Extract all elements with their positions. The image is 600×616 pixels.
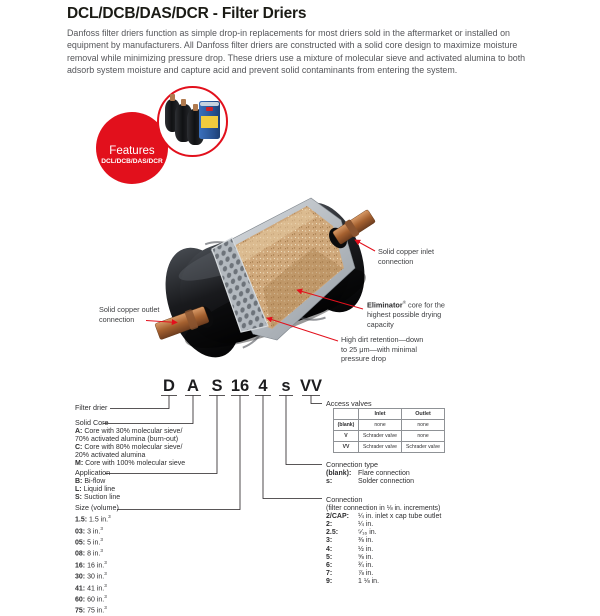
valve-inlet-cell: Schrader valve (359, 442, 402, 453)
valve-outlet-cell: Schrader valve (402, 442, 445, 453)
callout-high-dirt (341, 335, 423, 364)
section-size (75, 504, 119, 616)
callout-eliminator (367, 298, 445, 330)
red-callout-lines (146, 240, 375, 341)
valve-code-cell: V (334, 431, 359, 442)
connection-item: 9: 1 ⅛ in. (326, 577, 380, 585)
part-code-letter: D (163, 377, 175, 395)
part-code-letter: S (211, 377, 223, 395)
connection-item: 2/CAP: ¼ in. inlet x cap tube outlet (326, 513, 442, 521)
solid-core-item-wrap: 20% activated alumina (75, 452, 146, 460)
valve-inlet-cell: Schrader valve (359, 431, 402, 442)
connection-type-item: s: Solder connection (326, 478, 415, 486)
features-badge-sublabel: DCL/DCB/DAS/DCR (101, 158, 163, 165)
section-connection-type (326, 461, 414, 486)
access-valves-row (334, 431, 445, 442)
size-item: 30: 30 in.$^3$ (75, 571, 107, 581)
part-code (0, 377, 600, 395)
connection-type-heading: Connection type (326, 460, 378, 469)
access-valves-table (333, 408, 445, 453)
callout-inlet (378, 247, 434, 266)
valve-outlet-cell: none (402, 420, 445, 431)
connection-note: (filter connection in ⅛ in. increments) (326, 505, 441, 513)
section-filter-drier (75, 404, 107, 413)
size-heading: Size (volume) (75, 503, 119, 512)
access-valves-header-cell: Outlet (402, 409, 445, 420)
size-item: 05: 5 in.$^3$ (75, 536, 103, 547)
valve-code-cell: VV (334, 442, 359, 453)
access-valves-row (334, 420, 445, 431)
part-code-letter: 4 (258, 377, 268, 395)
size-item: 1.5: 1.5 in.$^3$ (75, 514, 111, 524)
size-item: 60: 60 in.$^3$ (75, 594, 107, 604)
solid-core-item: C: Core with 80% molecular sieve/ (75, 444, 183, 452)
valve-outlet-cell: none (402, 431, 445, 442)
filter-drier-label: Filter drier (75, 403, 108, 412)
application-item: L: Liquid line (75, 486, 116, 494)
callout-line: connection (99, 314, 135, 324)
section-solid-core (75, 419, 185, 469)
valve-code-cell: (blank) (334, 420, 359, 431)
connection-item: 5: ⅝ in. (326, 553, 374, 561)
connection-item: 7: ⅞ in. (326, 569, 374, 577)
section-application (75, 469, 120, 502)
access-valves-header-row (334, 409, 445, 420)
access-valves-header-cell (334, 409, 359, 420)
part-code-letter: 16 (230, 377, 250, 395)
size-item: 16: 16 in.$^3$ (75, 559, 107, 570)
part-code-letter: s (281, 377, 291, 395)
callout-line: highest possible drying (367, 310, 442, 320)
connection-item: 4: ½ in. (326, 545, 374, 553)
size-item: 08: 8 in.$^3$ (75, 548, 103, 558)
solid-core-item: A: Core with 30% molecular sieve/ (75, 428, 183, 436)
application-heading: Application (75, 468, 111, 477)
size-item: 75: 75 in.$^3$ (75, 605, 107, 615)
access-valves-header-cell: Inlet (359, 409, 402, 420)
solid-core-item: M: Core with 100% molecular sieve (75, 460, 186, 468)
callout-line: Solid copper inlet (378, 247, 434, 256)
callout-line: capacity (367, 319, 394, 329)
part-code-letter: VV (299, 377, 323, 395)
connection-heading: Connection (326, 495, 363, 504)
callout-line: Solid copper outlet (99, 305, 160, 314)
access-valves-row (334, 442, 445, 453)
connection-type-item: (blank): Flare connection (326, 470, 410, 478)
connection-item: 6: ¾ in. (326, 561, 374, 569)
features-badge-label: Features (109, 145, 155, 157)
connection-item: 2.5: ⁵⁄₁₆ in. (326, 529, 377, 537)
callout-line: Eliminator® core for the (367, 300, 445, 310)
intro-paragraph: Danfoss filter driers function as simple drop-in replacements for most driers sold in the aftermarket or installed on equipment by manufacturers. All Danfoss filter driers are constructed with a solid core design to maximize moisture removal while minimizing pressure drop. These driers use a mixture of molecular sieve and activated alumina to both adsorb system moisture and capture acid and prevent solid contaminants from entering the system. (67, 28, 526, 76)
callout-line: to 25 μm—with minimal (341, 344, 417, 354)
valve-inlet-cell: none (359, 420, 402, 431)
connection-item: 2: ¼ in. (326, 521, 374, 529)
callout-line: connection (378, 256, 414, 266)
callout-outlet (99, 305, 159, 324)
callout-line: High dirt retention—down (341, 335, 424, 344)
application-item: B: Bi-flow (75, 478, 106, 486)
solid-core-item-wrap: 70% activated alumina (burn-out) (75, 436, 179, 444)
access-valves-heading: Access valves (326, 399, 372, 408)
connection-item: 3: ⅜ in. (326, 537, 374, 545)
callout-line: pressure drop (341, 354, 387, 364)
solid-core-heading: Solid Core (75, 418, 109, 427)
part-code-letter: A (187, 377, 199, 395)
page-title: DCL/DCB/DAS/DCR - Filter Driers (67, 5, 307, 22)
application-item: S: Suction line (75, 494, 121, 502)
size-item: 41: 41 in.$^3$ (75, 582, 107, 592)
section-connection (326, 496, 441, 586)
size-item: 03: 3 in.$^3$ (75, 525, 103, 535)
